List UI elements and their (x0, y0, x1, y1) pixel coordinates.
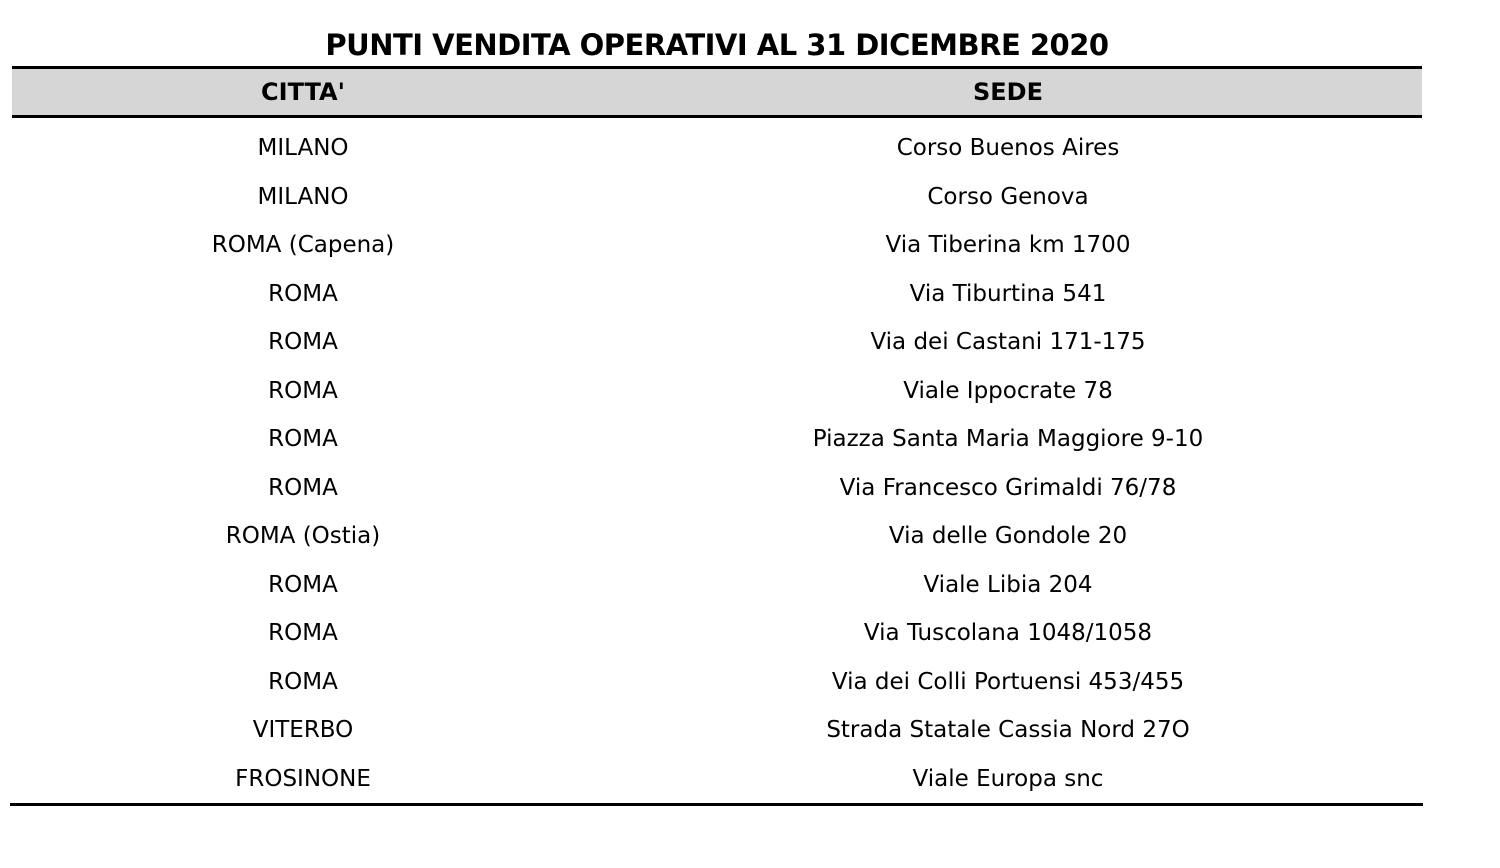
table-row (12, 464, 1422, 513)
table-row (12, 367, 1422, 416)
address-cell: Via Tuscolana 1048/1058 (863, 620, 1153, 646)
table-row (12, 512, 1422, 561)
city-cell: ROMA (268, 377, 338, 404)
table-row (12, 658, 1422, 707)
table-row (12, 173, 1422, 222)
address-cell: Viale Libia 204 (923, 571, 1093, 598)
table-bottom-rule (10, 803, 1423, 806)
stores-table (12, 66, 1422, 803)
city-cell: ROMA (268, 426, 338, 452)
address-cell: Viale Europa snc (912, 765, 1104, 792)
city-cell: ROMA (268, 474, 338, 501)
address-cell: Via dei Castani 171-175 (870, 329, 1146, 355)
table-row (12, 318, 1422, 367)
table-row (12, 270, 1422, 319)
column-header-citta: CITTA' (261, 78, 345, 106)
city-cell: ROMA (268, 571, 338, 598)
address-cell: Via dei Colli Portuensi 453/455 (831, 668, 1185, 695)
table-title: PUNTI VENDITA OPERATIVI AL 31 DICEMBRE 2020 (325, 28, 1109, 62)
table-row (12, 221, 1422, 270)
address-cell: Via Francesco Grimaldi 76/78 (839, 474, 1177, 501)
city-cell: ROMA (268, 280, 338, 307)
address-cell: Via Tiburtina 541 (909, 280, 1107, 307)
city-cell: ROMA (268, 329, 338, 355)
table-row (12, 755, 1422, 804)
city-cell: ROMA (268, 668, 338, 695)
city-cell: FROSINONE (235, 765, 371, 792)
table-header (12, 66, 1422, 118)
city-cell: VITERBO (252, 717, 354, 743)
table-body (12, 118, 1422, 803)
city-cell: ROMA (Ostia) (225, 523, 381, 549)
column-header-sede: SEDE (973, 78, 1043, 106)
table-row (12, 706, 1422, 755)
address-cell: Via delle Gondole 20 (888, 523, 1128, 549)
address-cell: Strada Statale Cassia Nord 27O (826, 717, 1190, 743)
address-cell: Via Tiberina km 1700 (885, 232, 1131, 258)
table-row (12, 561, 1422, 610)
address-cell: Corso Genova (927, 183, 1089, 210)
table-row (12, 609, 1422, 658)
city-cell: MILANO (257, 183, 349, 210)
city-cell: MILANO (257, 135, 349, 161)
address-cell: Viale Ippocrate 78 (903, 377, 1113, 404)
address-cell: Piazza Santa Maria Maggiore 9-10 (812, 426, 1204, 452)
city-cell: ROMA (Capena) (211, 232, 395, 258)
table-row (12, 415, 1422, 464)
address-cell: Corso Buenos Aires (896, 135, 1120, 161)
table-row (12, 124, 1422, 173)
city-cell: ROMA (268, 620, 338, 646)
